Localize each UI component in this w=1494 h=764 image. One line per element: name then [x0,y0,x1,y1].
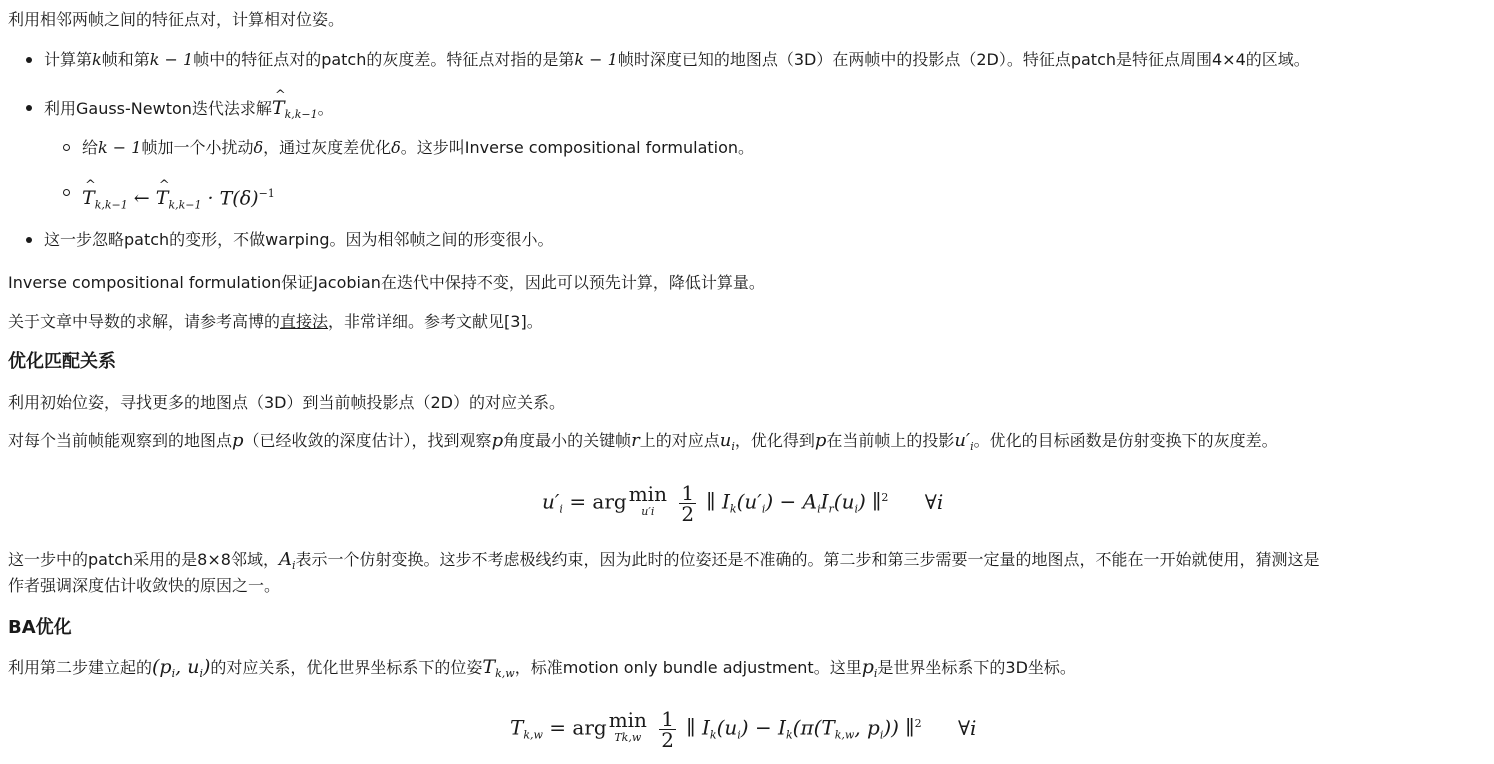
paragraph-affine-patch: 这一步中的patch采用的是8×8邻域，$A_i$表示一个仿射变换。这步不考虑极线约束，因为此时的位姿还是不准确的。第二步和第三步需要一定量的地图点，不能在一开始就使用，猜测这是 [8,549,1320,572]
equation-motion-only-ba: $T_{k,w}$ = arg min Tk,w $\frac{1}{2}$ ∥ $I_k(u_i) - I_k(\pi(T_{k,w}$, $p_i$)) ∥$^2$ ∀i [510,706,977,752]
sub-bullet-update-formula: ^ $T_{k,k-1}$ ← ^ $T_{k,k-1} \cdot T(\delta)^{-1}$ [82,182,275,217]
paragraph-derivative-reference: 关于文章中导数的求解，请参考高博的直接法，非常详细。参考文献见[3]。 [8,312,543,331]
paragraph-affine-patch-cont: 作者强调深度估计收敛快的原因之一。 [8,576,281,595]
bullet-dot [26,105,32,111]
paragraph-ba-description: 利用第二步建立起的($p_i$, $u_i$)的对应关系，优化世界坐标系下的位姿$T_{k,w}$，标准motion only bundle adjustment。这里$p_i$是世界坐标系下的3D坐标。 [8,656,1076,680]
bullet-item-gauss-newton: 利用Gauss-Newton迭代法求解^ $T_{k,k-1}$。 [44,96,334,127]
bullet-dot [26,57,32,63]
direct-method-link[interactable]: 直接法 [280,312,329,331]
section-heading-match-optimization: 优化匹配关系 [8,351,116,372]
paragraph-inverse-compositional: Inverse compositional formulation保证Jacobian在迭代中保持不变，因此可以预先计算，降低计算量。 [8,273,765,292]
bullet-dot [26,237,32,243]
bullet-item-no-warping: 这一步忽略patch的变形，不做warping。因为相邻帧之间的形变很小。 [44,230,554,249]
paragraph-map-point-projection: 对每个当前帧能观察到的地图点p（已经收敛的深度估计），找到观察p角度最小的关键帧r上的对应点$u_i$，优化得到p在当前帧上的投影$u'_i$。优化的目标函数是仿射变换下的灰度差。 [8,430,1278,453]
section-heading-ba: BA优化 [8,617,72,638]
bullet-item-patch-diff: 计算第k帧和第k − 1帧中的特征点对的patch的灰度差。特征点对指的是第k − 1帧时深度已知的地图点（3D）在两帧中的投影点（2D）。特征点patch是特征点周围4×4的区域。 [44,50,1310,69]
paragraph-initial-pose: 利用初始位姿，寻找更多的地图点（3D）到当前帧投影点（2D）的对应关系。 [8,393,566,412]
sub-bullet-perturbation: 给k − 1帧加一个小扰动δ，通过灰度差优化δ。这步叫Inverse compositional formulation。 [82,138,755,157]
sub-bullet-circle [63,144,70,151]
equation-affine-photometric: $u'_i$ = arg min u′i $\frac{1}{2}$ ∥ $I_k(u'_i) - A_iI_r(u_i)$ ∥$^2$ ∀i [542,480,944,526]
intro-paragraph: 利用相邻两帧之间的特征点对，计算相对位姿。 [8,10,345,29]
sub-bullet-circle [63,189,70,196]
